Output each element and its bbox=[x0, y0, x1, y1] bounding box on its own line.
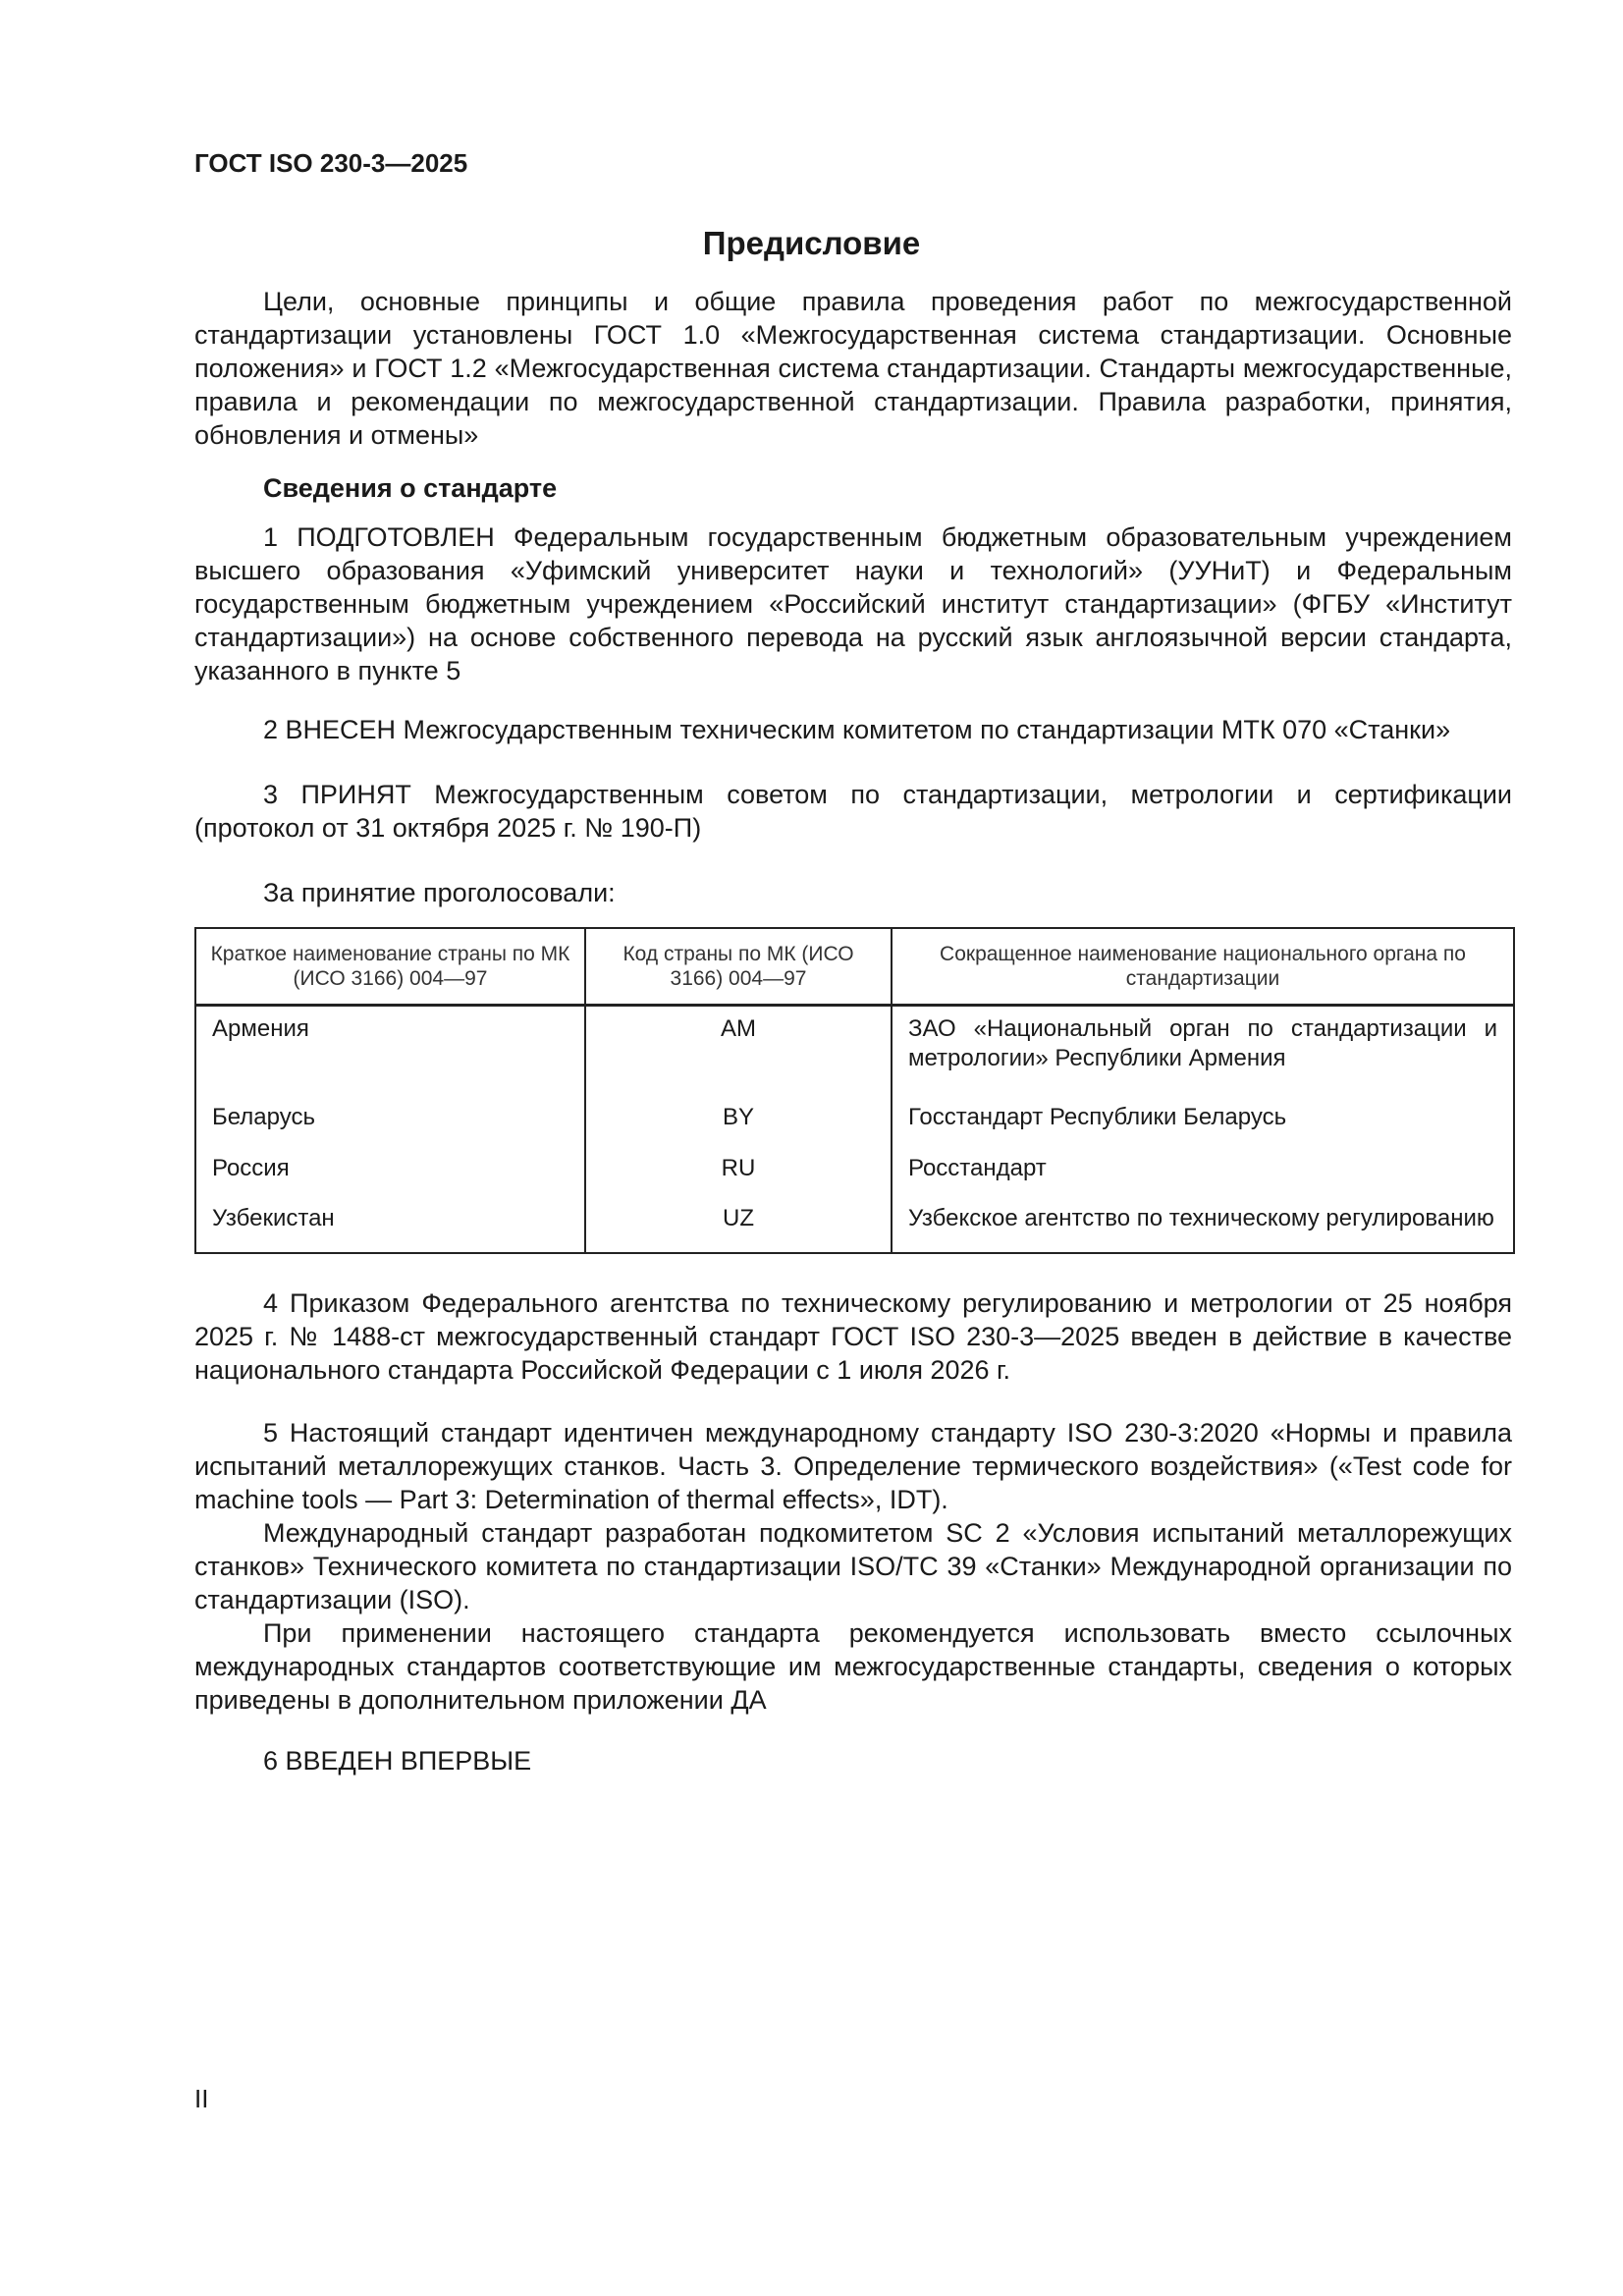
intro-paragraph: Цели, основные принципы и общие правила проведения работ по межгосударственной стандартизации установлены ГОСТ 1.0 «Межгосударственная система стандартизации. Основные положения» и ГОСТ 1.2 «Межгосударственная система стандартизации. Стандарты межгосударственные, правила и рекомендации по межгосударственной стандартизации. Правила разработки, принятия, обновления и отмены» bbox=[194, 287, 1512, 450]
item-6-block bbox=[194, 1744, 1512, 1777]
item-2-block bbox=[194, 713, 1512, 746]
item-5-block bbox=[194, 1416, 1512, 1717]
page-number: II bbox=[194, 2084, 209, 2113]
header-country-name: Краткое наименование страны по МК (ИСО 3166) 004—97 bbox=[195, 928, 585, 1006]
table-row bbox=[195, 1148, 1514, 1199]
country-code-cell: BY bbox=[585, 1097, 892, 1148]
country-name-cell: Узбекистан bbox=[195, 1198, 585, 1253]
item-4-paragraph: 4 Приказом Федерального агентства по техническому регулированию и метрологии от 25 ноября 2025 г. № 1488-ст межгосударственный стандарт ГОСТ ISO 230-3—2025 введен в действие в качестве национального стандарта Российской Федерации с 1 июля 2026 г. bbox=[194, 1288, 1512, 1385]
item-1-paragraph: 1 ПОДГОТОВЛЕН Федеральным государственным бюджетным образовательным учреждением высшего образования «Уфимский университет науки и технологий» (УУНиТ) и Федеральным государственным бюджетным учреждением «Российский институт стандартизации» (ФГБУ «Институт стандартизации») на основе собственного перевода на русский язык англоязычной версии стандарта, указанного в пункте 5 bbox=[194, 522, 1512, 685]
table-row bbox=[195, 1097, 1514, 1148]
item-3-block bbox=[194, 778, 1512, 845]
national-body-cell: Госстандарт Республики Беларусь bbox=[892, 1097, 1514, 1148]
country-code-cell: UZ bbox=[585, 1198, 892, 1253]
table-header-row bbox=[195, 928, 1514, 1006]
country-code-cell: RU bbox=[585, 1148, 892, 1199]
section-title: Предисловие bbox=[702, 225, 921, 261]
table-row bbox=[195, 1198, 1514, 1253]
voting-table bbox=[194, 927, 1515, 1254]
item-6-paragraph: 6 ВВЕДЕН ВПЕРВЫЕ bbox=[263, 1746, 532, 1776]
item-4-block bbox=[194, 1286, 1512, 1387]
header-national-body: Сокращенное наименование национального органа по стандартизации bbox=[892, 928, 1514, 1006]
table-row bbox=[195, 1006, 1514, 1097]
country-name-cell: Беларусь bbox=[195, 1097, 585, 1148]
voted-block bbox=[194, 876, 1512, 909]
item-5-paragraph: 5 Настоящий стандарт идентичен международному стандарту ISO 230-3:2020 «Нормы и правила испытаний металлорежущих станков. Часть 3. Определение термического воздействия» («Test code for machine tools — Part 3: Determination of thermal effects», IDT). bbox=[194, 1418, 1512, 1514]
country-name-cell: Армения bbox=[195, 1006, 585, 1097]
header-country-code: Код страны по МК (ИСО 3166) 004—97 bbox=[585, 928, 892, 1006]
standard-info-block bbox=[194, 471, 1512, 505]
country-code-cell: AM bbox=[585, 1006, 892, 1097]
document-header: ГОСТ ISO 230-3—2025 bbox=[194, 148, 468, 178]
item-5-application-paragraph: При применении настоящего стандарта рекомендуется использовать вместо ссылочных международных стандартов соответствующие им межгосударственные стандарты, сведения о которых приведены в дополнительном приложении ДА bbox=[194, 1618, 1512, 1715]
item-1-block bbox=[194, 520, 1512, 687]
country-name-cell: Россия bbox=[195, 1148, 585, 1199]
national-body-cell: Росстандарт bbox=[892, 1148, 1514, 1199]
item-3-paragraph: 3 ПРИНЯТ Межгосударственным советом по стандартизации, метрологии и сертификации (протокол от 31 октября 2025 г. № 190-П) bbox=[194, 780, 1512, 843]
national-body-cell: ЗАО «Национальный орган по стандартизации и метрологии» Республики Армения bbox=[892, 1006, 1514, 1097]
voted-label: За принятие проголосовали: bbox=[263, 878, 616, 907]
intro-block bbox=[194, 285, 1512, 452]
item-2-paragraph: 2 ВНЕСЕН Межгосударственным техническим комитетом по стандартизации МТК 070 «Станки» bbox=[263, 715, 1451, 744]
subsection-title: Сведения о стандарте bbox=[263, 473, 558, 503]
item-5-subcommittee-paragraph: Международный стандарт разработан подкомитетом SC 2 «Условия испытаний металлорежущих станков» Технического комитета по стандартизации ISO/TC 39 «Станки» Международной организации по стандартизации (ISO). bbox=[194, 1518, 1512, 1614]
national-body-cell: Узбекское агентство по техническому регулированию bbox=[892, 1198, 1514, 1253]
